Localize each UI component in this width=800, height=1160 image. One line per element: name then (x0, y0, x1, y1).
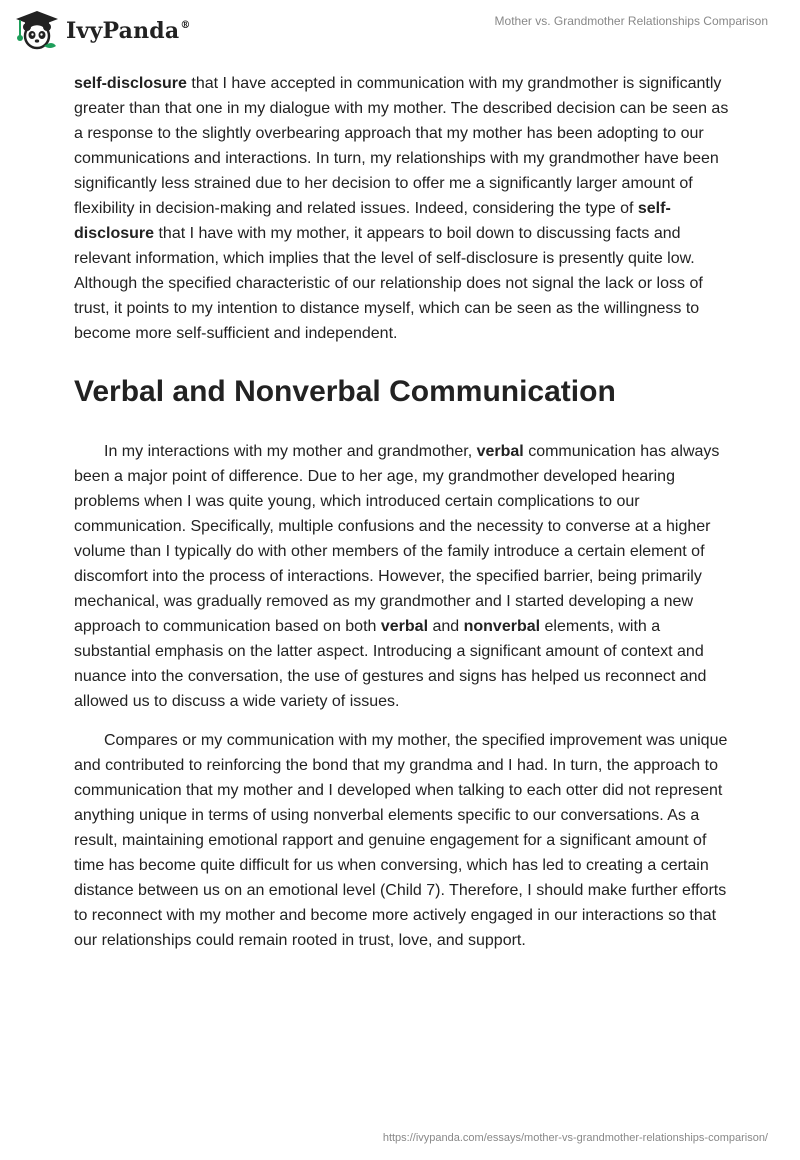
panda-graduate-icon (14, 10, 60, 50)
paragraph-self-disclosure (74, 71, 730, 346)
text-run: and (428, 618, 464, 635)
text-run: Compares or my communication with my mother, the specified improvement was unique and contributed to reinforcing the bond that my grandma and I had. In turn, the approach to communication that my mother and I developed when talking to each otter did not represent anything unique in terms of using nonverbal elements specific to our conversations. As a result, maintaining emotional rapport and genuine engagement for a significant amount of time has become quite difficult for us when conversing, which has led to creating a certain distance between us on an emotional level (Child 7). Therefore, I should make further efforts to reconnect with my mother and become more actively engaged in our interactions so that our relationships could remain rooted in trust, love, and support. (74, 732, 728, 949)
essay-body (74, 71, 730, 953)
text-run: that I have with my mother, it appears to boil down to discussing facts and relevant information, which implies that the level of self-disclosure is presently quite low. Although the specified characteristic of our relationship does not signal the lack or loss of trust, it points to my intention to distance myself, which can be seen as the willingness to become more self-sufficient and independent. (74, 225, 703, 342)
logo-wordmark: IvyPanda® (66, 18, 191, 44)
section-heading: Verbal and Nonverbal Communication (74, 375, 616, 408)
document-title: Mother vs. Grandmother Relationships Comparison (494, 14, 768, 28)
bold-term: verbal (380, 618, 429, 635)
bold-term: self-disclosure (74, 75, 187, 92)
paragraph-comparison (74, 728, 730, 953)
bold-term: self-disclosure (74, 200, 671, 242)
text-run: that I have accepted in communication with my grandmother is significantly greater than that one in my dialogue with my mother. The described decision can be seen as a response to the slightly overbearing approach that my mother has been adopting to our communications and interactions. In turn, my relationships with my grandmother have been significantly less strained due to her decision to offer me a significantly larger amount of flexibility in decision-making and related issues. Indeed, considering the type of (74, 75, 729, 217)
registered-mark: ® (180, 19, 191, 31)
ivypanda-logo[interactable] (14, 10, 191, 50)
text-run: In my interactions with my mother and grandmother, (104, 443, 477, 460)
bold-term: nonverbal (463, 618, 541, 635)
text-run: elements, with a substantial emphasis on the latter aspect. Introducing a significant amount of context and nuance into the conversation, the use of gestures and signs has helped us reconnect and allowed us to discuss a wide variety of issues. (74, 618, 707, 710)
page-header (0, 0, 800, 60)
text-run: communication has always been a major point of difference. Due to her age, my grandmother developed hearing problems when I was quite young, which introduced certain complications to our communication. Specifically, multiple confusions and the necessity to converse at a higher volume than I typically do with other members of the family introduce a certain element of discomfort into the process of interactions. However, the specified barrier, being primarily mechanical, was gradually removed as my grandmother and I started developing a new approach to communication based on both (74, 443, 720, 635)
bold-term: verbal (476, 443, 524, 460)
paragraph-verbal (74, 439, 730, 714)
source-url[interactable]: https://ivypanda.com/essays/mother-vs-grandmother-relationships-comparison/ (382, 1132, 768, 1144)
